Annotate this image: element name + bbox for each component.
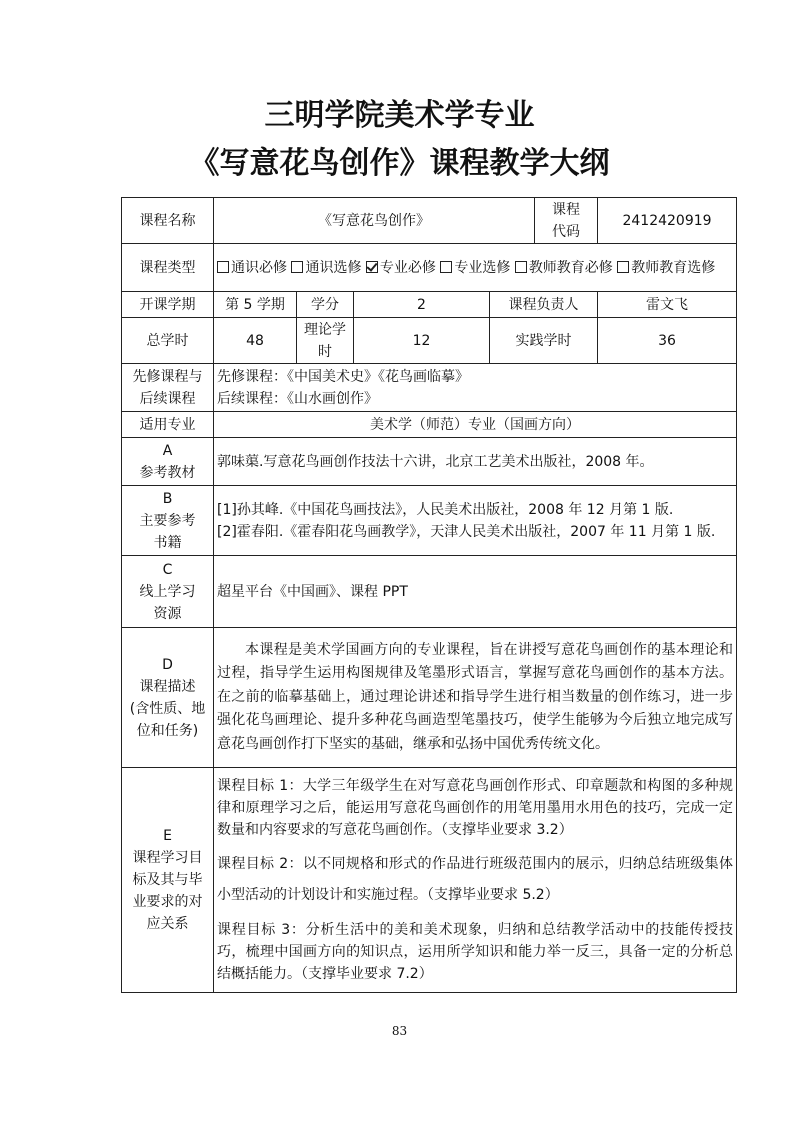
- row-prereq: [122, 364, 737, 412]
- doc-title-line-1: 三明学院美术学专业: [264, 98, 535, 133]
- option-major-required: 专业必修: [366, 260, 440, 276]
- objective-1: 课程目标 1：大学三年级学生在对写意花鸟画创作形式、印章题款和构图的多种规律和原理学习之后，能运用写意花鸟画创作的用笔用墨用水用色的技巧，完成一定数量和内容要求的写意花鸟画创作。（支撑毕业要求 3.2）: [217, 778, 734, 838]
- label-textbook: A 参考教材: [122, 438, 214, 486]
- course-type-options: [214, 244, 737, 292]
- row-hours: [122, 318, 737, 364]
- option-teacher-required: 教师教育必修: [515, 260, 617, 276]
- value-description: 本课程是美术学国画方向的专业课程，旨在讲授写意花鸟画创作的基本理论和过程，指导学生运用构图规律及笔墨形式语言，掌握写意花鸟画创作的基本方法。在之前的临摹基础上，通过理论讲述和指导学生进行相当数量的创作练习，进一步强化花鸟画理论、提升多种花鸟画造型笔墨技巧，使学生能够为今后独立地完成写意花鸟画创作打下坚实的基础，继承和弘扬中国优秀传统文化。: [214, 628, 737, 768]
- label-course-type: 课程类型: [122, 244, 214, 292]
- row-description: [122, 628, 737, 768]
- checkbox-icon: [217, 261, 229, 273]
- label-objectives: E 课程学习目 标及其与毕 业要求的对 应关系: [122, 768, 214, 993]
- value-total-hours: 48: [214, 318, 297, 364]
- value-online: 超星平台《中国画》、课程 PPT: [214, 556, 737, 628]
- label-credit: 学分: [297, 292, 354, 318]
- row-objectives: [122, 768, 737, 993]
- label-semester: 开课学期: [122, 292, 214, 318]
- value-credit: 2: [354, 292, 490, 318]
- syllabus-table: [121, 197, 737, 993]
- value-textbook: 郭味蕖.写意花鸟画创作技法十六讲，北京工艺美术出版社，2008 年。: [214, 438, 737, 486]
- checkbox-checked-icon: [366, 261, 378, 273]
- doc-title-line-2: 《写意花鸟创作》课程教学大纲: [189, 146, 610, 181]
- value-major: 美术学（师范）专业（国画方向）: [214, 412, 737, 438]
- reference-item: [1]孙其峰.《中国花鸟画技法》，人民美术出版社，2008 年 12 月第 1 版.: [217, 501, 674, 518]
- label-references: B 主要参考 书籍: [122, 486, 214, 556]
- label-course-owner: 课程负责人: [490, 292, 598, 318]
- value-practice-hours: 36: [598, 318, 737, 364]
- row-references: [122, 486, 737, 556]
- objective-2: 课程目标 2：以不同规格和形式的作品进行班级范围内的展示，归纳总结班级集体小型活动的计划设计和实施过程。（支撑毕业要求 5.2）: [217, 856, 734, 903]
- option-general-required: 通识必修: [217, 260, 291, 276]
- label-total-hours: 总学时: [122, 318, 214, 364]
- checkbox-icon: [291, 261, 303, 273]
- row-online: [122, 556, 737, 628]
- checkbox-icon: [515, 261, 527, 273]
- label-course-code: 课程 代码: [535, 198, 598, 244]
- value-course-name: 《写意花鸟创作》: [214, 198, 535, 244]
- value-objectives: [214, 768, 737, 993]
- option-general-elective: 通识选修: [291, 260, 365, 276]
- label-online: C 线上学习 资源: [122, 556, 214, 628]
- row-semester: [122, 292, 737, 318]
- page-number: 83: [391, 1024, 408, 1038]
- value-references: [214, 486, 737, 556]
- checkbox-icon: [617, 261, 629, 273]
- row-textbook: [122, 438, 737, 486]
- label-practice-hours: 实践学时: [490, 318, 598, 364]
- value-semester: 第 5 学期: [214, 292, 297, 318]
- label-theory-hours: 理论学 时: [297, 318, 354, 364]
- row-major: [122, 412, 737, 438]
- checkbox-icon: [440, 261, 452, 273]
- label-prereq: 先修课程与 后续课程: [122, 364, 214, 412]
- option-major-elective: 专业选修: [440, 260, 510, 276]
- reference-item: [2]霍春阳.《霍春阳花鸟画教学》，天津人民美术出版社，2007 年 11 月第 1 版.: [217, 523, 716, 540]
- value-prereq: 先修课程：《中国美术史》《花鸟画临摹》 后续课程：《山水画创作》: [214, 364, 737, 412]
- row-course-type: [122, 244, 737, 292]
- label-description: D 课程描述 (含性质、地 位和任务): [122, 628, 214, 768]
- value-theory-hours: 12: [354, 318, 490, 364]
- value-course-owner: 雷文飞: [598, 292, 737, 318]
- label-course-name: 课程名称: [122, 198, 214, 244]
- objective-3: 课程目标 3：分析生活中的美和美术现象，归纳和总结教学活动中的技能传授技巧，梳理中国画方向的知识点，运用所学知识和能力举一反三，具备一定的分析总结概括能力。（支撑毕业要求 7.2）: [217, 922, 734, 982]
- option-teacher-elective: 教师教育选修: [617, 260, 715, 276]
- label-major: 适用专业: [122, 412, 214, 438]
- row-course-name: [122, 198, 737, 244]
- value-course-code: 2412420919: [598, 198, 737, 244]
